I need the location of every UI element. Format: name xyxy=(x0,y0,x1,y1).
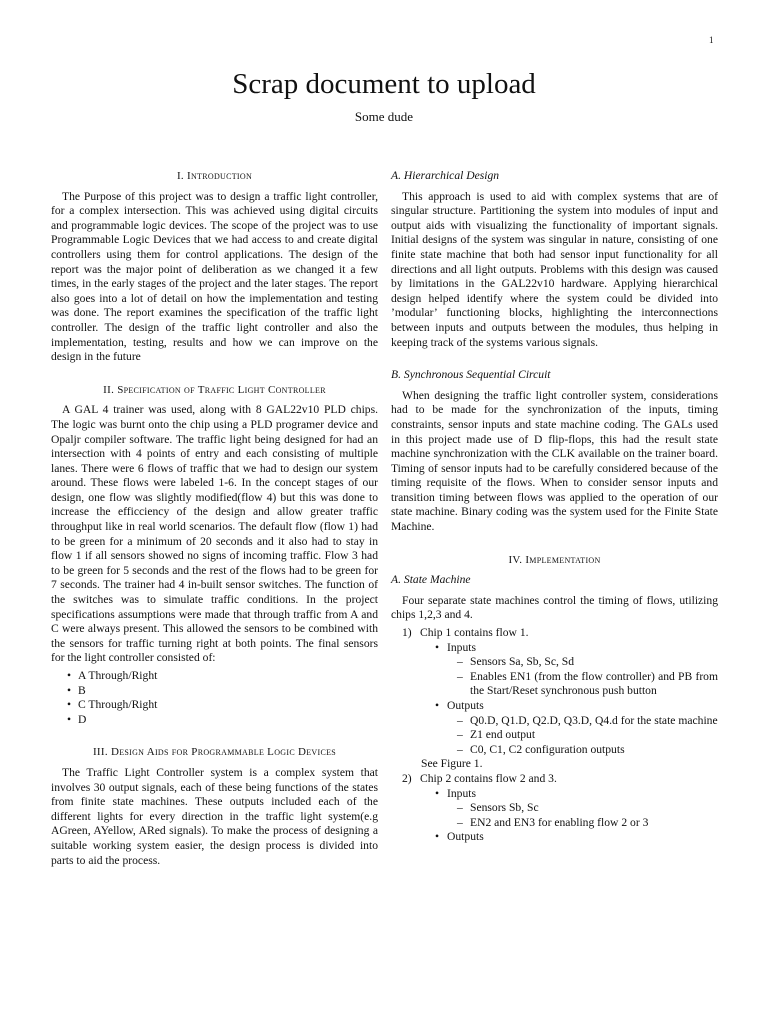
output-item: – C0, C1, C2 configuration outputs xyxy=(391,743,718,758)
chip-item: 2) Chip 2 contains flow 2 and 3. xyxy=(402,771,557,785)
outputs-label: • Outputs xyxy=(391,830,718,845)
paper-title: Scrap document to upload xyxy=(232,68,536,100)
inputs-label: • Inputs xyxy=(391,787,718,802)
sensor-item: • B xyxy=(51,684,378,699)
sensor-item: • D xyxy=(51,713,378,728)
inputs-label: • Inputs xyxy=(391,641,718,656)
input-item: – Sensors Sb, Sc xyxy=(391,801,718,816)
subsection-heading-synchronous: B. Synchronous Sequential Circuit xyxy=(391,368,551,382)
section-heading-implementation: IV. Implementation xyxy=(508,553,601,566)
chip-item: 1) Chip 1 contains flow 1. xyxy=(402,626,529,640)
outputs-label: • Outputs xyxy=(391,699,718,714)
subsection-heading-state-machine: A. State Machine xyxy=(391,573,471,587)
input-item: – EN2 and EN3 for enabling flow 2 or 3 xyxy=(391,816,718,831)
chip-list xyxy=(391,626,718,845)
author-name: Some dude xyxy=(354,109,414,124)
output-item: – Z1 end output xyxy=(391,728,718,743)
section-heading-specification: II. Specification of Traffic Light Controller xyxy=(103,383,326,396)
state-machine-paragraph: Four separate state machines control the timing of flows, utilizing chips 1,2,3 and 4. xyxy=(391,593,718,622)
sensor-item: • C Through/Right xyxy=(51,698,378,713)
right-column xyxy=(391,169,718,845)
synchronous-paragraph: When designing the traffic light controller system, considerations had to be made for the synchronization of the inputs, timing constraints, sensor inputs and state machine coding. The GALs used in this project made use of D flip-flops, this had the result state machine synchronization with the CLK available on the trainer board. Timing of sensor inputs had to be carefully considered because of the timing requisite of the flows. When to consider sensor inputs and transition timing between flows was applied to the operation of our state machine. Binary coding was the system used for the Finite State Machine. xyxy=(391,388,718,534)
section-heading-introduction: I. Introduction xyxy=(176,170,253,182)
input-item: – Sensors Sa, Sb, Sc, Sd xyxy=(391,655,718,670)
output-item: – Q0.D, Q1.D, Q2.D, Q3.D, Q4.d for the state machine xyxy=(391,714,718,729)
introduction-paragraph: The Purpose of this project was to design a traffic light controller, for a complex intersection. This was achieved using digital circuits and programmable logic devices. The scope of the project was to use Programmable Logic Devices that we had access to and create digital controllers using them for control applications. The design of the report was the major point of deliberation as we changed it a few times, in the early stages of the project and the later stages. The report also goes into a lot of detail on how the implementation and testing was done. The report examines the specification of the traffic light controller. The design of the traffic light controller and also the implementation, testing, results and how we can improve on the design in the future xyxy=(51,189,378,364)
hierarchical-paragraph: This approach is used to aid with complex systems that are of singular structure. Partitioning the system into modules of input and output aids with visualizing the functionality of important signals. Initial designs of the system was singular in nature, consisting of one finite state machine that both had sensor input functionality for all directions and all light outputs. Problems with this design was caused by limitations in the GAL22v10 hardware. Applying hierarchical design helped identify where the system could be divided into ’modular’ functioning blocks, highlighting the interconnections between inputs and outputs between the modules, thus helping in keeping track of the systems various signals. xyxy=(391,189,718,349)
section-heading-design-aids: III. Design Aids for Programmable Logic Devices xyxy=(92,746,337,759)
page-number: 1 xyxy=(709,35,714,45)
left-column xyxy=(51,169,378,868)
sensor-list xyxy=(51,669,378,727)
figure-reference: See Figure 1. xyxy=(421,757,483,771)
sensor-item: • A Through/Right xyxy=(51,669,378,684)
design-aids-paragraph: The Traffic Light Controller system is a complex system that involves 30 output signals, each of these being functions of the states from finite state machines. These outputs included each of the different lights for every direction in the traffic light system(e.g AGreen, AYellow, ARed signals). To make the process of designing a suitable working system easier, the design process is divided into parts to aid the process. xyxy=(51,765,378,867)
specification-paragraph: A GAL 4 trainer was used, along with 8 GAL22v10 PLD chips. The logic was burnt onto the chip using a PLD programer device and Opaljr compiler software. The traffic light being designed for had an intersection with 4 points of entry and each consisting of multiple lanes. There were 6 flows of traffic that we had to design our system around. These flows were labeled 1-6. In the concept stages of our design, one flow was slightly modified(flow 4) but this was done to increase the efficciency of the design and allow greater traffic throughput like in real world scenarios. The default flow (flow 1) had to be green for a minimum of 20 seconds and it also had to stay in flow 1 if all sensors showed no signs of incoming traffic. Flow 3 had to be green for 5 seconds and the rest of the flows had to be green for 7 seconds. The trainer had 4 in-built sensor switches. The function of the switches was to simulate traffic conditions. In the project specifications assumptions were made that through traffic from A and C were always present. This allowed the sensors to be combined with the sensors for traffic turning right at both points. The final sensors for the light controller consisted of: xyxy=(51,403,378,665)
subsection-heading-hierarchical: A. Hierarchical Design xyxy=(391,169,500,182)
input-item: – Enables EN1 (from the flow controller) and PB from the Start/Reset synchronous push button xyxy=(391,670,718,699)
